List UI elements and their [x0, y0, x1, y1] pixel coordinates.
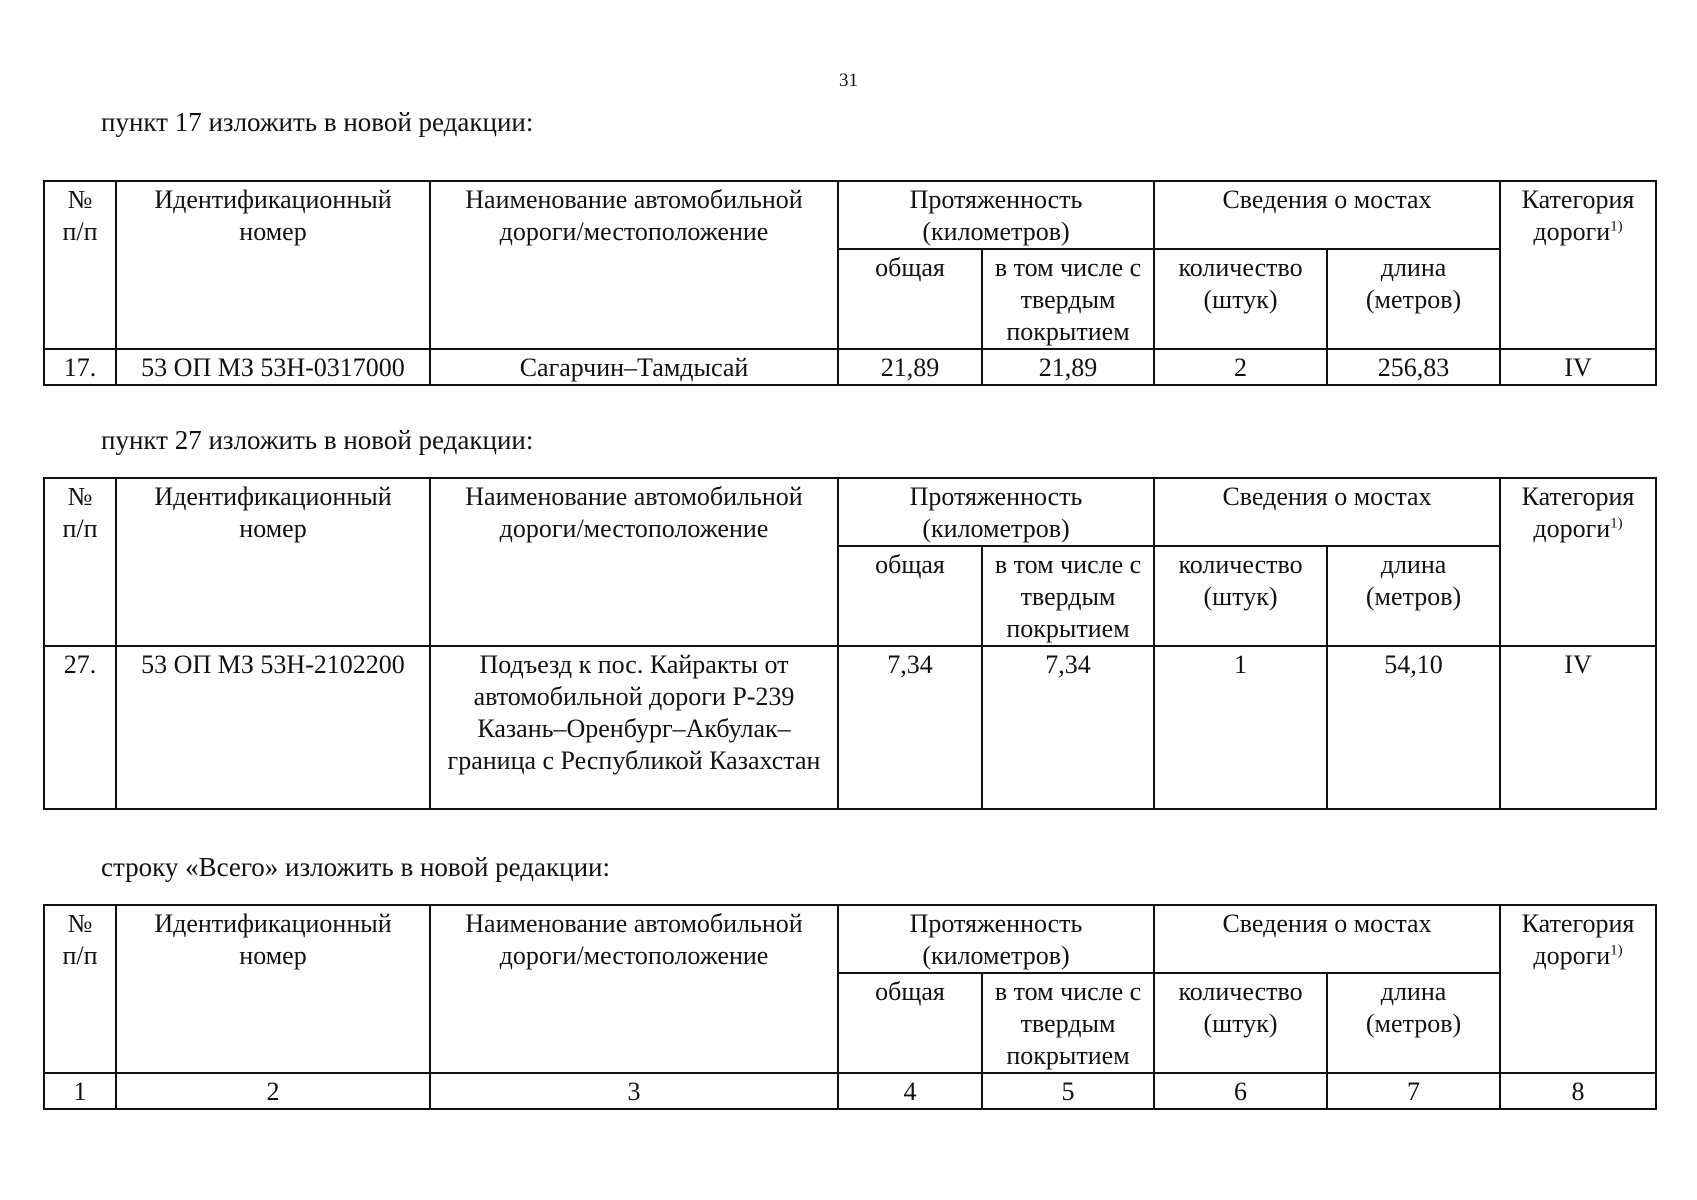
cell-category: IV [1500, 349, 1656, 385]
category-footnote: 1) [1610, 942, 1623, 959]
cell-name: 3 [430, 1073, 838, 1109]
cell-length-paved: 5 [982, 1073, 1154, 1109]
header-num: № п/п [44, 181, 116, 349]
header-length: Протяженность (километров) [838, 478, 1154, 546]
cell-num: 17. [44, 349, 116, 385]
header-id: Идентификационный номер [116, 181, 430, 349]
header-bridges-length: длина (метров) [1327, 546, 1500, 646]
table-row [44, 1073, 1656, 1109]
cell-bridges-length: 256,83 [1327, 349, 1500, 385]
header-category-label: Категория дороги [1521, 185, 1635, 246]
table-row [44, 349, 1656, 385]
cell-name: Подъезд к пос. Кайракты от автомобильной дороги Р-239 Казань–Оренбург–Акбулак–граница с Республикой Казахстан [430, 646, 838, 809]
header-name: Наименование автомобильной дороги/местоположение [430, 181, 838, 349]
section-intro-27: пункт 27 изложить в новой редакции: [101, 425, 534, 455]
header-bridges-length: длина (метров) [1327, 249, 1500, 349]
header-category-label: Категория дороги [1521, 909, 1635, 970]
cell-length-paved: 21,89 [982, 349, 1154, 385]
header-length-total: общая [838, 249, 982, 349]
page-number: 31 [839, 70, 858, 91]
header-length-paved: в том числе с твердым покрытием [982, 249, 1154, 349]
cell-bridges-length: 54,10 [1327, 646, 1500, 809]
cell-name: Сагарчин–Тамдысай [430, 349, 838, 385]
cell-id: 53 ОП МЗ 53Н-0317000 [116, 349, 430, 385]
cell-length-total: 7,34 [838, 646, 982, 809]
cell-length-paved: 7,34 [982, 646, 1154, 809]
header-length: Протяженность (километров) [838, 905, 1154, 973]
header-num: № п/п [44, 905, 116, 1073]
header-id: Идентификационный номер [116, 478, 430, 646]
cell-num: 27. [44, 646, 116, 809]
cell-id: 2 [116, 1073, 430, 1109]
road-table-27 [43, 477, 1657, 810]
cell-category: IV [1500, 646, 1656, 809]
header-category-label: Категория дороги [1521, 482, 1635, 543]
cell-bridges-count: 1 [1154, 646, 1327, 809]
cell-id: 53 ОП МЗ 53Н-2102200 [116, 646, 430, 809]
header-length-paved: в том числе с твердым покрытием [982, 973, 1154, 1073]
section-intro-total: строку «Всего» изложить в новой редакции: [101, 852, 610, 882]
cell-length-total: 4 [838, 1073, 982, 1109]
header-bridges-count: количество (штук) [1154, 973, 1327, 1073]
header-bridges-count: количество (штук) [1154, 546, 1327, 646]
table-row [44, 646, 1656, 809]
header-name: Наименование автомобильной дороги/местоположение [430, 478, 838, 646]
cell-num: 1 [44, 1073, 116, 1109]
cell-category: 8 [1500, 1073, 1656, 1109]
header-category [1500, 181, 1656, 349]
cell-length-total: 21,89 [838, 349, 982, 385]
category-footnote: 1) [1610, 515, 1623, 532]
header-bridges: Сведения о мостах [1154, 181, 1500, 249]
header-category [1500, 478, 1656, 646]
header-category [1500, 905, 1656, 1073]
cell-bridges-count: 2 [1154, 349, 1327, 385]
header-bridges: Сведения о мостах [1154, 905, 1500, 973]
header-bridges: Сведения о мостах [1154, 478, 1500, 546]
header-length-total: общая [838, 973, 982, 1073]
road-table-17 [43, 180, 1657, 386]
header-name: Наименование автомобильной дороги/местоположение [430, 905, 838, 1073]
road-table-total [43, 904, 1657, 1110]
header-length-total: общая [838, 546, 982, 646]
cell-bridges-count: 6 [1154, 1073, 1327, 1109]
header-length: Протяженность (километров) [838, 181, 1154, 249]
header-num: № п/п [44, 478, 116, 646]
section-intro-17: пункт 17 изложить в новой редакции: [101, 107, 534, 137]
cell-bridges-length: 7 [1327, 1073, 1500, 1109]
category-footnote: 1) [1610, 218, 1623, 235]
header-id: Идентификационный номер [116, 905, 430, 1073]
header-bridges-count: количество (штук) [1154, 249, 1327, 349]
header-length-paved: в том числе с твердым покрытием [982, 546, 1154, 646]
header-bridges-length: длина (метров) [1327, 973, 1500, 1073]
